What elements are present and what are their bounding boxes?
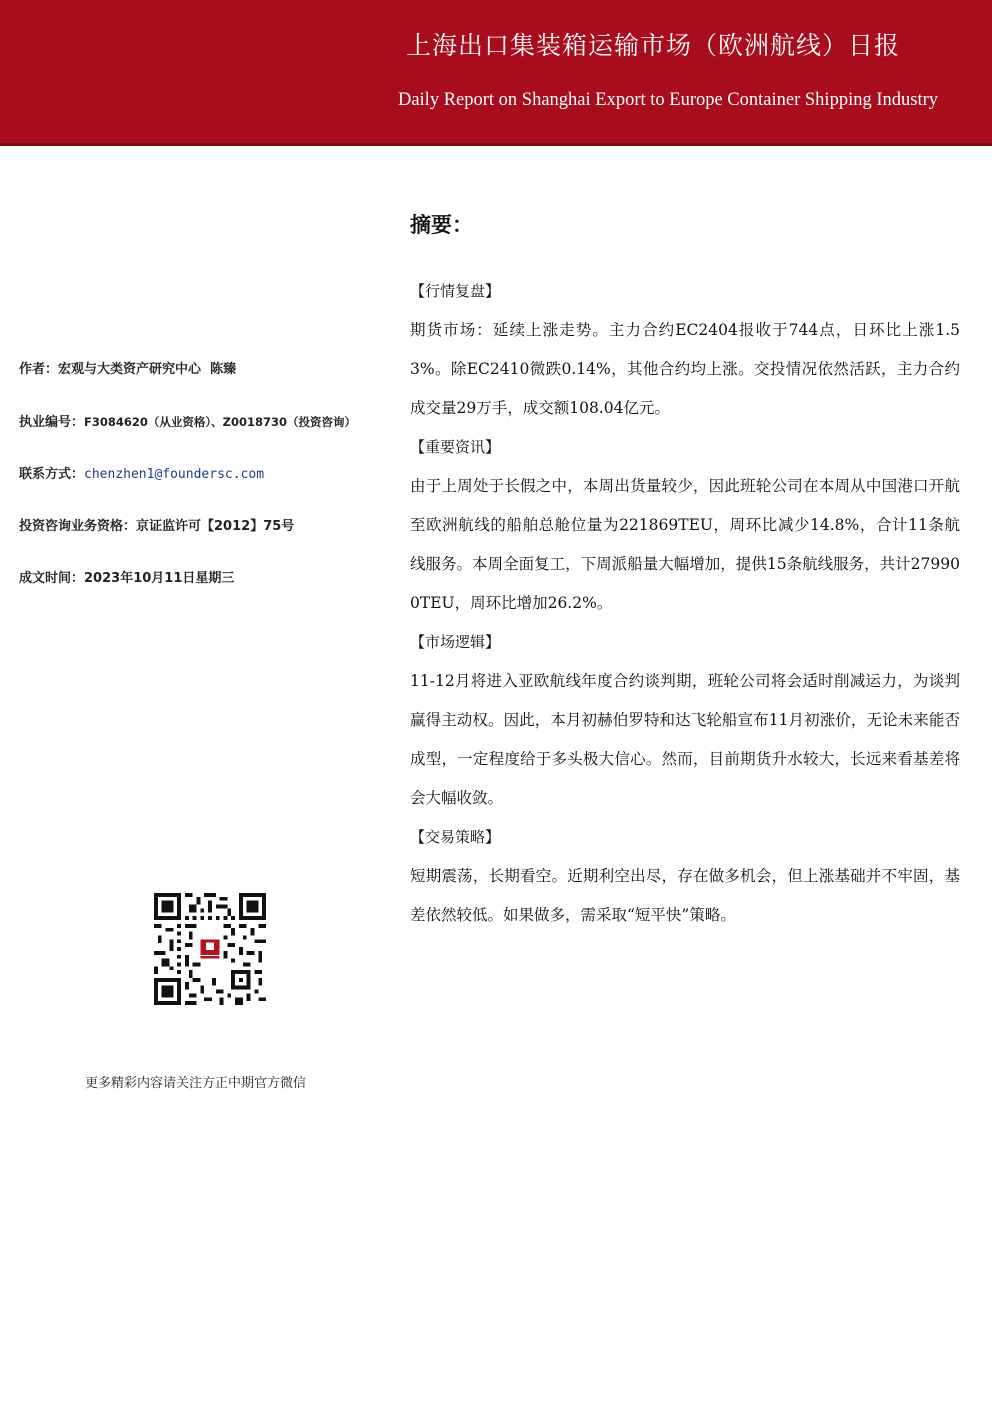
abstract-heading: 摘要： — [410, 213, 473, 237]
author-label: 作者： — [19, 362, 59, 377]
qualification-value: 京证监许可【2012】75号 — [136, 519, 295, 534]
section-title-key-news: 【重要资讯】 — [410, 438, 501, 456]
section-body-trading-strategy: 短期震荡，长期看空。近期利空出尽，存在做多机会，但上涨基础并不牢固，基差依然较低。如果做多，需采取“短平快”策略。 — [410, 867, 960, 924]
author-line — [19, 358, 236, 377]
license-line — [19, 411, 356, 430]
license-value: F3084620（从业资格）、Z0018730（投资咨询） — [84, 415, 356, 429]
date-label: 成文时间： — [19, 571, 85, 586]
section-title-trading-strategy: 【交易策略】 — [410, 828, 501, 846]
section-title-market-review: 【行情复盘】 — [410, 282, 501, 300]
wechat-qr-code-icon — [154, 893, 266, 1005]
date-value: 2023年10月11日星期三 — [84, 571, 235, 586]
contact-email-link[interactable]: chenzhen1@foundersc.com — [84, 467, 265, 482]
author-value: 宏观与大类资产研究中心 陈臻 — [58, 362, 237, 377]
header-divider — [0, 143, 992, 146]
license-label: 执业编号： — [19, 415, 85, 430]
report-title-en: Daily Report on Shanghai Export to Europe Container Shipping Industry — [397, 90, 938, 110]
section-title-market-logic: 【市场逻辑】 — [410, 633, 501, 651]
qualification-line — [19, 515, 294, 534]
date-line — [19, 567, 234, 586]
report-header-banner — [0, 0, 992, 143]
abstract-panel — [410, 205, 960, 935]
qr-caption: 更多精彩内容请关注方正中期官方微信 — [85, 1076, 307, 1091]
section-body-market-review: 期货市场：延续上涨走势。主力合约EC2404报收于744点，日环比上涨1.53%。除EC2410微跌0.14%，其他合约均上涨。交投情况依然活跃，主力合约成交量29万手，成交额108.04亿元。 — [410, 321, 960, 417]
contact-line — [19, 463, 264, 482]
contact-label: 联系方式： — [19, 467, 85, 482]
section-body-key-news: 由于上周处于长假之中，本周出货量较少，因此班轮公司在本周从中国港口开航至欧洲航线的船舶总舱位量为221869TEU，周环比减少14.8%，合计11条航线服务。本周全面复工，下周派船量大幅增加，提供15条航线服务，共计279900TEU，周环比增加26.2%。 — [410, 477, 960, 612]
report-title-cn: 上海出口集装箱运输市场（欧洲航线）日报 — [405, 31, 900, 60]
section-body-market-logic: 11-12月将进入亚欧航线年度合约谈判期，班轮公司将会适时削减运力，为谈判赢得主动权。因此，本月初赫伯罗特和达飞轮船宣布11月初涨价，无论未来能否成型，一定程度给于多头极大信心。然而，目前期货升水较大，长远来看基差将会大幅收敛。 — [410, 672, 960, 807]
qualification-label: 投资咨询业务资格： — [19, 519, 137, 534]
